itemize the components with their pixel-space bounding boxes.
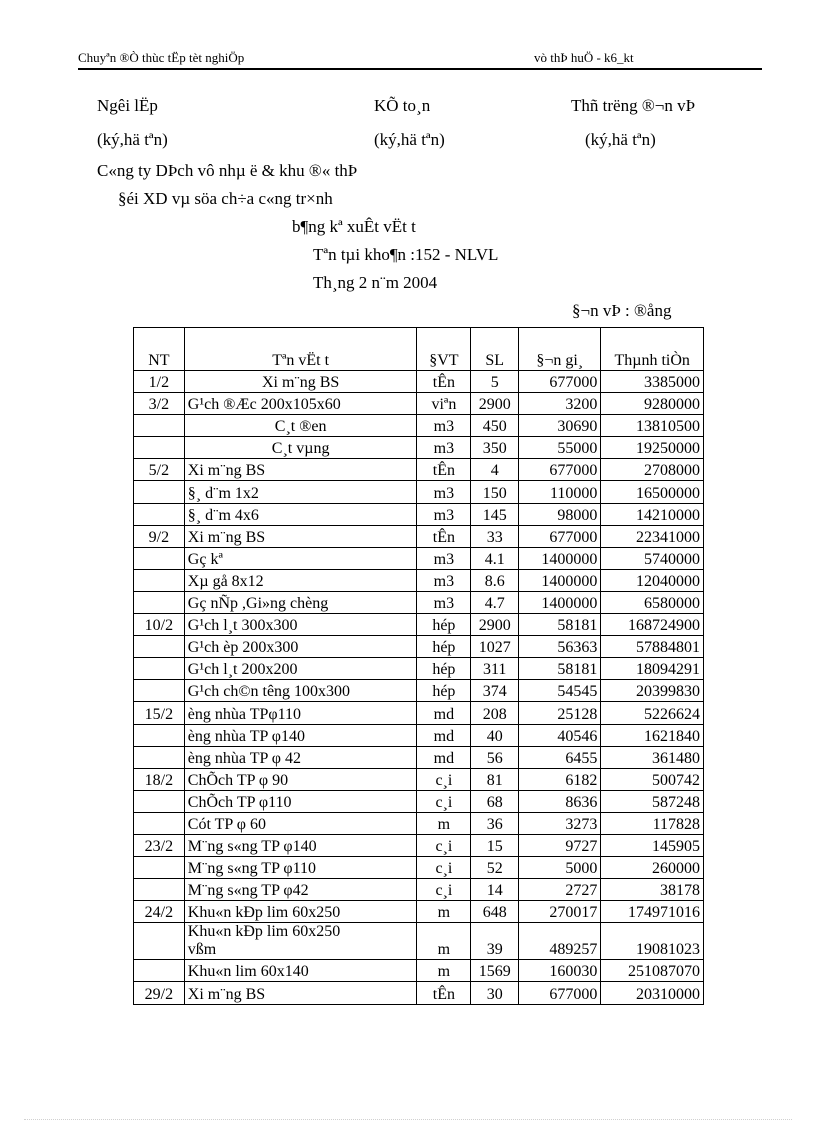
cell-total: 145905 bbox=[601, 834, 704, 856]
table-row bbox=[134, 636, 704, 658]
cell-price: 30690 bbox=[519, 415, 601, 437]
cell-total: 2708000 bbox=[601, 459, 704, 481]
cell-unit: m3 bbox=[417, 481, 471, 503]
cell-price: 58181 bbox=[519, 614, 601, 636]
cell-name: Khu«n kÐp lim 60x250 bbox=[184, 901, 417, 923]
cell-name: G¹ch ®Æc 200x105x60 bbox=[184, 393, 417, 415]
cell-unit: tÊn bbox=[417, 982, 471, 1004]
cell-date bbox=[134, 503, 185, 525]
cell-price: 2727 bbox=[519, 879, 601, 901]
cell-price: 1400000 bbox=[519, 547, 601, 569]
cell-date bbox=[134, 481, 185, 503]
cell-unit: m bbox=[417, 923, 471, 960]
cell-quantity: 1569 bbox=[471, 960, 519, 982]
cell-total: 38178 bbox=[601, 879, 704, 901]
cell-date: 10/2 bbox=[134, 614, 185, 636]
cell-unit: hép bbox=[417, 680, 471, 702]
document-title: b¶ng kª xuÊt vËt t bbox=[292, 217, 416, 236]
cell-total: 19250000 bbox=[601, 437, 704, 459]
cell-total: 361480 bbox=[601, 746, 704, 768]
cell-unit: m3 bbox=[417, 591, 471, 613]
cell-total: 5740000 bbox=[601, 547, 704, 569]
table-row bbox=[134, 459, 704, 481]
cell-quantity: 56 bbox=[471, 746, 519, 768]
cell-quantity: 2900 bbox=[471, 614, 519, 636]
cell-date bbox=[134, 547, 185, 569]
cell-date: 18/2 bbox=[134, 768, 185, 790]
table-row bbox=[134, 437, 704, 459]
cell-name: C¸t vµng bbox=[184, 437, 417, 459]
cell-name: M¨ng s«ng TP φ42 bbox=[184, 879, 417, 901]
cell-unit: tÊn bbox=[417, 525, 471, 547]
cell-price: 270017 bbox=[519, 901, 601, 923]
cell-date bbox=[134, 812, 185, 834]
cell-name: Cót TP φ 60 bbox=[184, 812, 417, 834]
cell-name: Xi m¨ng BS bbox=[184, 982, 417, 1004]
col-header-quantity: SL bbox=[471, 328, 519, 371]
cell-date bbox=[134, 790, 185, 812]
table-row bbox=[134, 591, 704, 613]
cell-unit: m3 bbox=[417, 415, 471, 437]
table-row bbox=[134, 393, 704, 415]
cell-unit: c¸i bbox=[417, 857, 471, 879]
cell-total: 16500000 bbox=[601, 481, 704, 503]
cell-total: 20310000 bbox=[601, 982, 704, 1004]
col-header-unit: §VT bbox=[417, 328, 471, 371]
page-bottom-rule bbox=[24, 1119, 792, 1120]
cell-date bbox=[134, 746, 185, 768]
cell-quantity: 4.7 bbox=[471, 591, 519, 613]
cell-price: 9727 bbox=[519, 834, 601, 856]
cell-price: 54545 bbox=[519, 680, 601, 702]
cell-price: 98000 bbox=[519, 503, 601, 525]
cell-quantity: 36 bbox=[471, 812, 519, 834]
cell-price: 6455 bbox=[519, 746, 601, 768]
cell-date bbox=[134, 923, 185, 960]
table-row bbox=[134, 982, 704, 1004]
cell-price: 677000 bbox=[519, 459, 601, 481]
table-row bbox=[134, 724, 704, 746]
table-row bbox=[134, 415, 704, 437]
cell-name: Khu«n lim 60x140 bbox=[184, 960, 417, 982]
cell-unit: m3 bbox=[417, 437, 471, 459]
cell-unit: m bbox=[417, 901, 471, 923]
cell-unit: c¸i bbox=[417, 834, 471, 856]
table-row bbox=[134, 569, 704, 591]
cell-name-line: vßm bbox=[187, 941, 217, 959]
cell-name: M¨ng s«ng TP φ140 bbox=[184, 834, 417, 856]
cell-name: èng nhùa TPφ110 bbox=[184, 702, 417, 724]
signature-title-head: Thñ trëng ®¬n vÞ bbox=[571, 96, 696, 115]
cell-quantity: 40 bbox=[471, 724, 519, 746]
cell-quantity: 2900 bbox=[471, 393, 519, 415]
signature-line-head: (ký,hä tªn) bbox=[585, 130, 656, 149]
cell-total: 117828 bbox=[601, 812, 704, 834]
cell-price: 1400000 bbox=[519, 569, 601, 591]
cell-price: 8636 bbox=[519, 790, 601, 812]
table-row bbox=[134, 371, 704, 393]
cell-quantity: 33 bbox=[471, 525, 519, 547]
cell-date bbox=[134, 569, 185, 591]
cell-quantity: 350 bbox=[471, 437, 519, 459]
cell-date: 1/2 bbox=[134, 371, 185, 393]
cell-price: 677000 bbox=[519, 982, 601, 1004]
cell-quantity: 450 bbox=[471, 415, 519, 437]
cell-total: 1621840 bbox=[601, 724, 704, 746]
cell-unit: hép bbox=[417, 636, 471, 658]
cell-unit: m bbox=[417, 812, 471, 834]
cell-name: G¹ch l¸t 200x200 bbox=[184, 658, 417, 680]
table-row bbox=[134, 834, 704, 856]
cell-quantity: 150 bbox=[471, 481, 519, 503]
cell-total: 251087070 bbox=[601, 960, 704, 982]
cell-name: Gç nÑp ,Gi»ng chèng bbox=[184, 591, 417, 613]
cell-total: 587248 bbox=[601, 790, 704, 812]
cell-unit: m3 bbox=[417, 569, 471, 591]
cell-name: §¸ d¨m 4x6 bbox=[184, 503, 417, 525]
cell-total: 9280000 bbox=[601, 393, 704, 415]
cell-unit: tÊn bbox=[417, 459, 471, 481]
cell-unit: hép bbox=[417, 614, 471, 636]
cell-quantity: 68 bbox=[471, 790, 519, 812]
cell-name: Xµ gå 8x12 bbox=[184, 569, 417, 591]
cell-name: G¹ch l¸t 300x300 bbox=[184, 614, 417, 636]
cell-quantity: 8.6 bbox=[471, 569, 519, 591]
cell-unit: md bbox=[417, 746, 471, 768]
header-report-title: Chuyªn ®Ò thùc tËp tèt nghiÖp bbox=[78, 50, 245, 65]
cell-price: 160030 bbox=[519, 960, 601, 982]
cell-price: 110000 bbox=[519, 481, 601, 503]
table-row bbox=[134, 658, 704, 680]
cell-price: 3273 bbox=[519, 812, 601, 834]
materials-table bbox=[133, 327, 704, 1005]
page-header bbox=[78, 50, 762, 70]
cell-date: 3/2 bbox=[134, 393, 185, 415]
cell-total: 260000 bbox=[601, 857, 704, 879]
table-row bbox=[134, 614, 704, 636]
cell-unit: c¸i bbox=[417, 768, 471, 790]
cell-date bbox=[134, 724, 185, 746]
cell-quantity: 374 bbox=[471, 680, 519, 702]
cell-total: 20399830 bbox=[601, 680, 704, 702]
cell-date: 15/2 bbox=[134, 702, 185, 724]
cell-price: 1400000 bbox=[519, 591, 601, 613]
cell-unit: m3 bbox=[417, 547, 471, 569]
cell-price: 677000 bbox=[519, 525, 601, 547]
cell-date bbox=[134, 437, 185, 459]
cell-quantity: 81 bbox=[471, 768, 519, 790]
cell-date: 9/2 bbox=[134, 525, 185, 547]
cell-total: 18094291 bbox=[601, 658, 704, 680]
table-header-row bbox=[134, 328, 704, 371]
table-row bbox=[134, 525, 704, 547]
cell-name bbox=[184, 923, 417, 960]
cell-name: Xi m¨ng BS bbox=[184, 525, 417, 547]
table-row bbox=[134, 923, 704, 960]
period: Th¸ng 2 n¨m 2004 bbox=[313, 273, 438, 292]
signature-title-accountant: KÕ to¸n bbox=[374, 96, 431, 115]
cell-unit: viªn bbox=[417, 393, 471, 415]
col-header-total: Thµnh tiÒn bbox=[601, 328, 704, 371]
cell-date bbox=[134, 591, 185, 613]
cell-date: 5/2 bbox=[134, 459, 185, 481]
cell-name: G¹ch èp 200x300 bbox=[184, 636, 417, 658]
cell-unit: m bbox=[417, 960, 471, 982]
cell-unit: md bbox=[417, 724, 471, 746]
cell-total: 14210000 bbox=[601, 503, 704, 525]
cell-date: 24/2 bbox=[134, 901, 185, 923]
cell-quantity: 15 bbox=[471, 834, 519, 856]
cell-name: C¸t ®en bbox=[184, 415, 417, 437]
cell-name: §¸ d¨m 1x2 bbox=[184, 481, 417, 503]
cell-date bbox=[134, 680, 185, 702]
cell-price: 40546 bbox=[519, 724, 601, 746]
table-row bbox=[134, 790, 704, 812]
account-name: Tªn tµi kho¶n :152 - NLVL bbox=[313, 245, 499, 264]
col-header-date: NT bbox=[134, 328, 185, 371]
cell-total: 19081023 bbox=[601, 923, 704, 960]
cell-unit: tÊn bbox=[417, 371, 471, 393]
cell-price: 56363 bbox=[519, 636, 601, 658]
team-name: §éi XD vµ söa ch÷a c«ng tr×nh bbox=[118, 189, 333, 208]
cell-total: 5226624 bbox=[601, 702, 704, 724]
cell-date: 23/2 bbox=[134, 834, 185, 856]
company-name: C«ng ty DÞch vô nhµ ë & khu ®« thÞ bbox=[97, 161, 358, 180]
cell-name: èng nhùa TP φ140 bbox=[184, 724, 417, 746]
table-row bbox=[134, 547, 704, 569]
cell-name: G¹ch ch©n têng 100x300 bbox=[184, 680, 417, 702]
cell-price: 3200 bbox=[519, 393, 601, 415]
cell-quantity: 311 bbox=[471, 658, 519, 680]
cell-price: 489257 bbox=[519, 923, 601, 960]
cell-quantity: 14 bbox=[471, 879, 519, 901]
cell-total: 57884801 bbox=[601, 636, 704, 658]
table-row bbox=[134, 812, 704, 834]
table-row bbox=[134, 857, 704, 879]
cell-date bbox=[134, 636, 185, 658]
cell-quantity: 30 bbox=[471, 982, 519, 1004]
cell-unit: c¸i bbox=[417, 790, 471, 812]
cell-name: M¨ng s«ng TP φ110 bbox=[184, 857, 417, 879]
cell-quantity: 4.1 bbox=[471, 547, 519, 569]
table-row bbox=[134, 702, 704, 724]
table-row bbox=[134, 960, 704, 982]
cell-price: 677000 bbox=[519, 371, 601, 393]
currency-unit: §¬n vÞ : ®ång bbox=[572, 301, 672, 320]
cell-date bbox=[134, 857, 185, 879]
cell-total: 168724900 bbox=[601, 614, 704, 636]
cell-total: 13810500 bbox=[601, 415, 704, 437]
cell-price: 58181 bbox=[519, 658, 601, 680]
cell-date bbox=[134, 960, 185, 982]
cell-quantity: 648 bbox=[471, 901, 519, 923]
table-row bbox=[134, 879, 704, 901]
cell-date bbox=[134, 879, 185, 901]
cell-total: 6580000 bbox=[601, 591, 704, 613]
cell-quantity: 39 bbox=[471, 923, 519, 960]
table-row bbox=[134, 503, 704, 525]
cell-total: 12040000 bbox=[601, 569, 704, 591]
cell-date: 29/2 bbox=[134, 982, 185, 1004]
cell-name: Xi m¨ng BS bbox=[184, 459, 417, 481]
table-row bbox=[134, 481, 704, 503]
cell-price: 5000 bbox=[519, 857, 601, 879]
cell-name: Gç kª bbox=[184, 547, 417, 569]
cell-quantity: 4 bbox=[471, 459, 519, 481]
col-header-name: Tªn vËt t bbox=[184, 328, 417, 371]
cell-unit: m3 bbox=[417, 503, 471, 525]
table-row bbox=[134, 901, 704, 923]
cell-quantity: 52 bbox=[471, 857, 519, 879]
signature-line-preparer: (ký,hä tªn) bbox=[97, 130, 168, 149]
table-row bbox=[134, 746, 704, 768]
cell-total: 3385000 bbox=[601, 371, 704, 393]
cell-quantity: 208 bbox=[471, 702, 519, 724]
table-row bbox=[134, 768, 704, 790]
signature-title-preparer: Ngêi lËp bbox=[97, 96, 158, 115]
cell-unit: c¸i bbox=[417, 879, 471, 901]
cell-unit: hép bbox=[417, 658, 471, 680]
cell-name: ChÕch TP φ110 bbox=[184, 790, 417, 812]
cell-total: 500742 bbox=[601, 768, 704, 790]
table-row bbox=[134, 680, 704, 702]
cell-quantity: 1027 bbox=[471, 636, 519, 658]
cell-unit: md bbox=[417, 702, 471, 724]
signature-line-accountant: (ký,hä tªn) bbox=[374, 130, 445, 149]
col-header-price: §¬n gi¸ bbox=[519, 328, 601, 371]
cell-price: 25128 bbox=[519, 702, 601, 724]
cell-total: 22341000 bbox=[601, 525, 704, 547]
cell-quantity: 145 bbox=[471, 503, 519, 525]
cell-total: 174971016 bbox=[601, 901, 704, 923]
cell-name: èng nhùa TP φ 42 bbox=[184, 746, 417, 768]
header-author: vò thÞ huÖ - k6_kt bbox=[534, 50, 634, 65]
cell-date bbox=[134, 415, 185, 437]
cell-price: 6182 bbox=[519, 768, 601, 790]
cell-date bbox=[134, 658, 185, 680]
cell-quantity: 5 bbox=[471, 371, 519, 393]
cell-name: Xi m¨ng BS bbox=[184, 371, 417, 393]
cell-name-line: Khu«n kÐp lim 60x250 bbox=[187, 923, 341, 941]
cell-price: 55000 bbox=[519, 437, 601, 459]
cell-name: ChÕch TP φ 90 bbox=[184, 768, 417, 790]
